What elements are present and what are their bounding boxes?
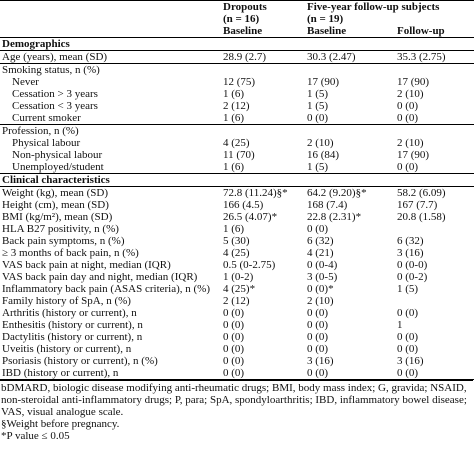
row-label: Unemployed/student xyxy=(0,161,221,174)
cell-followup-baseline: 64.2 (9.20)§* xyxy=(307,187,367,199)
row-label: Smoking status, n (%) xyxy=(2,64,100,76)
cell-dropouts-baseline xyxy=(221,64,305,77)
header-dropouts-n: (n = 16) xyxy=(223,13,260,25)
row-label: VAS back pain day and night, median (IQR) xyxy=(2,271,198,283)
table-row xyxy=(0,331,474,343)
cell-followup-baseline: 6 (32) xyxy=(307,235,334,247)
cell-dropouts-baseline: 2 (12) xyxy=(223,100,250,112)
cell-followup-followup: 0 (0) xyxy=(395,161,474,174)
cell-followup-baseline: 0 (0) xyxy=(307,319,329,331)
row-label: Cessation < 3 years xyxy=(12,100,98,112)
cell-followup-followup: 0 (0) xyxy=(397,343,419,355)
table-row xyxy=(0,187,474,200)
cell-followup-followup: 2 (10) xyxy=(397,88,424,100)
cell-followup-followup: 6 (32) xyxy=(397,235,424,247)
table-row xyxy=(0,259,474,271)
header-followup: Follow-up xyxy=(395,25,474,38)
cell-followup-followup: 0 (0-2) xyxy=(397,271,428,283)
table-row xyxy=(0,223,474,235)
table-row xyxy=(0,76,474,88)
cell-dropouts-baseline: 1 (0-2) xyxy=(223,271,254,283)
header-blank-2 xyxy=(0,25,221,38)
footnote-pvalue: *P value ≤ 0.05 xyxy=(1,430,70,442)
cell-followup-baseline: 3 (16) xyxy=(307,355,334,367)
cell-followup-followup: 0 (0-0) xyxy=(397,259,428,271)
cell-dropouts-baseline: 1 (6) xyxy=(223,223,245,235)
table-row xyxy=(0,125,474,138)
cell-followup-baseline: 1 (5) xyxy=(305,161,395,174)
row-label: Current smoker xyxy=(0,112,221,125)
row-label: Cessation > 3 years xyxy=(12,88,98,100)
row-label: IBD (history or current), n xyxy=(0,367,221,380)
table-row xyxy=(0,161,474,174)
cell-followup-followup: 0 (0) xyxy=(395,367,474,380)
cell-followup-baseline: 168 (7.4) xyxy=(307,199,348,211)
table-body xyxy=(0,38,474,380)
cell-followup-followup: 1 (5) xyxy=(397,283,419,295)
cell-followup-baseline: 0 (0)* xyxy=(307,283,334,295)
cell-followup-followup: 3 (16) xyxy=(397,247,424,259)
cell-dropouts-baseline: 0 (0) xyxy=(223,331,245,343)
section-title: Demographics xyxy=(0,38,474,51)
cell-followup-followup: 58.2 (6.09) xyxy=(397,187,446,199)
table-row xyxy=(0,247,474,259)
row-label: Inflammatory back pain (ASAS criteria), n (%) xyxy=(2,283,211,295)
header-baseline-dropouts: Baseline xyxy=(221,25,305,38)
cell-followup-baseline: 1 (5) xyxy=(307,88,329,100)
table-row xyxy=(0,199,474,211)
cell-followup-followup: 2 (10) xyxy=(397,137,424,149)
cell-dropouts-baseline: 72.8 (11.24)§* xyxy=(223,187,288,199)
header-blank xyxy=(0,1,221,26)
cell-dropouts-baseline: 1 (6) xyxy=(221,161,305,174)
row-label: ≥ 3 months of back pain, n (%) xyxy=(2,247,139,259)
cell-followup-followup: 167 (7.7) xyxy=(397,199,438,211)
section-title: Clinical characteristics xyxy=(0,174,474,187)
cell-dropouts-baseline: 0 (0) xyxy=(223,355,245,367)
cell-followup-baseline: 2 (10) xyxy=(307,137,334,149)
cell-followup-followup: 35.3 (2.75) xyxy=(395,51,474,64)
row-label: Non-physical labour xyxy=(12,149,103,161)
cell-followup-followup: 0 (0) xyxy=(397,100,419,112)
row-label: HLA B27 positivity, n (%) xyxy=(2,223,119,235)
table-row xyxy=(0,271,474,283)
cell-followup-followup xyxy=(395,125,474,138)
table-row xyxy=(0,149,474,161)
cell-dropouts-baseline: 0 (0) xyxy=(221,367,305,380)
cell-dropouts-baseline: 166 (4.5) xyxy=(223,199,264,211)
cell-dropouts-baseline: 0 (0) xyxy=(223,307,245,319)
row-label: Weight (kg), mean (SD) xyxy=(2,187,109,199)
table-row xyxy=(0,343,474,355)
cell-followup-followup: 0 (0) xyxy=(397,307,419,319)
cell-followup-baseline xyxy=(305,125,395,138)
header-baseline-followup: Baseline xyxy=(305,25,395,38)
cell-followup-baseline: 0 (0) xyxy=(305,112,395,125)
table-row xyxy=(0,295,474,307)
row-label: BMI (kg/m²), mean (SD) xyxy=(2,211,113,223)
cell-dropouts-baseline: 11 (70) xyxy=(223,149,255,161)
cell-followup-followup xyxy=(395,295,474,307)
table-row xyxy=(0,283,474,295)
cell-followup-baseline: 1 (5) xyxy=(307,100,329,112)
table-row xyxy=(0,112,474,125)
cell-followup-followup: 3 (16) xyxy=(397,355,424,367)
cell-followup-baseline: 0 (0-4) xyxy=(307,259,338,271)
section-demographics xyxy=(0,38,474,51)
cell-dropouts-baseline: 26.5 (4.07)* xyxy=(223,211,278,223)
cell-dropouts-baseline: 1 (6) xyxy=(221,112,305,125)
row-label: Height (cm), mean (SD) xyxy=(2,199,109,211)
cell-dropouts-baseline: 0.5 (0-2.75) xyxy=(223,259,276,271)
table-row xyxy=(0,355,474,367)
cell-followup-followup xyxy=(395,223,474,235)
header-followup-n: (n = 19) xyxy=(307,13,344,25)
header-row-groups xyxy=(0,1,474,26)
cell-followup-baseline: 22.8 (2.31)* xyxy=(307,211,362,223)
header-followup-title: Five-year follow-up subjects xyxy=(307,1,440,13)
cell-followup-baseline: 0 (0) xyxy=(307,307,329,319)
row-label: Age (years), mean (SD) xyxy=(0,51,221,64)
row-label: Uveitis (history or current), n xyxy=(2,343,132,355)
cell-dropouts-baseline: 4 (25) xyxy=(223,137,250,149)
header-dropouts xyxy=(221,1,305,26)
cell-followup-baseline: 0 (0) xyxy=(307,343,329,355)
cell-followup-baseline: 0 (0) xyxy=(307,331,329,343)
footnotes xyxy=(0,380,473,442)
cell-dropouts-baseline: 1 (6) xyxy=(223,88,245,100)
table-row xyxy=(0,64,474,77)
footnote-abbreviations: bDMARD, biologic disease modifying anti-rheumatic drugs; BMI, body mass index; G, gravida; NSAID, non-steroidal anti-inflammatory drugs; P, para; SpA, spondyloarthritis; IBD, inflammatory bowel disease; VAS, visual analogue scale. xyxy=(1,382,467,418)
row-label: Arthritis (history or current), n xyxy=(2,307,137,319)
cell-dropouts-baseline: 2 (12) xyxy=(223,295,250,307)
cell-followup-baseline: 2 (10) xyxy=(307,295,334,307)
cell-followup-followup: 17 (90) xyxy=(397,76,430,88)
row-label: Back pain symptoms, n (%) xyxy=(2,235,125,247)
cell-followup-followup xyxy=(395,64,474,77)
row-label: Physical labour xyxy=(12,137,81,149)
cell-dropouts-baseline: 28.9 (2.7) xyxy=(221,51,305,64)
table-row xyxy=(0,88,474,100)
cell-followup-baseline: 3 (0-5) xyxy=(307,271,338,283)
header-row-columns xyxy=(0,25,474,38)
cell-followup-followup: 20.8 (1.58) xyxy=(397,211,446,223)
cell-dropouts-baseline xyxy=(221,125,305,138)
section-clinical xyxy=(0,174,474,187)
cell-dropouts-baseline: 4 (25) xyxy=(223,247,250,259)
row-label: Enthesitis (history or current), n xyxy=(2,319,143,331)
cell-followup-baseline: 30.3 (2.47) xyxy=(305,51,395,64)
table-row xyxy=(0,51,474,64)
table-row xyxy=(0,307,474,319)
row-label: Profession, n (%) xyxy=(2,125,79,137)
cell-dropouts-baseline: 4 (25)* xyxy=(223,283,256,295)
header-followup-subjects xyxy=(305,1,474,26)
table-row xyxy=(0,235,474,247)
cell-followup-baseline: 4 (21) xyxy=(307,247,334,259)
cell-followup-followup: 0 (0) xyxy=(397,331,419,343)
row-label: Never xyxy=(12,76,39,88)
row-label: Psoriasis (history or current), n (%) xyxy=(2,355,158,367)
table-row xyxy=(0,319,474,331)
cell-followup-baseline: 0 (0) xyxy=(305,367,395,380)
cell-followup-followup: 1 xyxy=(397,319,403,331)
cell-dropouts-baseline: 5 (30) xyxy=(223,235,250,247)
cell-followup-baseline: 0 (0) xyxy=(307,223,329,235)
cell-dropouts-baseline: 0 (0) xyxy=(223,319,245,331)
row-label: Dactylitis (history or current), n xyxy=(2,331,143,343)
row-label: Family history of SpA, n (%) xyxy=(2,295,131,307)
cell-followup-followup: 17 (90) xyxy=(397,149,430,161)
cell-followup-baseline: 17 (90) xyxy=(307,76,340,88)
header-dropouts-title: Dropouts xyxy=(223,1,267,13)
row-label: VAS back pain at night, median (IQR) xyxy=(2,259,171,271)
cell-followup-baseline xyxy=(305,64,395,77)
cell-dropouts-baseline: 0 (0) xyxy=(223,343,245,355)
cell-dropouts-baseline: 12 (75) xyxy=(223,76,256,88)
table-row xyxy=(0,211,474,223)
footnote-weight: §Weight before pregnancy. xyxy=(1,418,120,430)
cell-followup-followup: 0 (0) xyxy=(395,112,474,125)
table-row xyxy=(0,367,474,380)
table-row xyxy=(0,137,474,149)
cell-followup-baseline: 16 (84) xyxy=(307,149,340,161)
table-row xyxy=(0,100,474,112)
